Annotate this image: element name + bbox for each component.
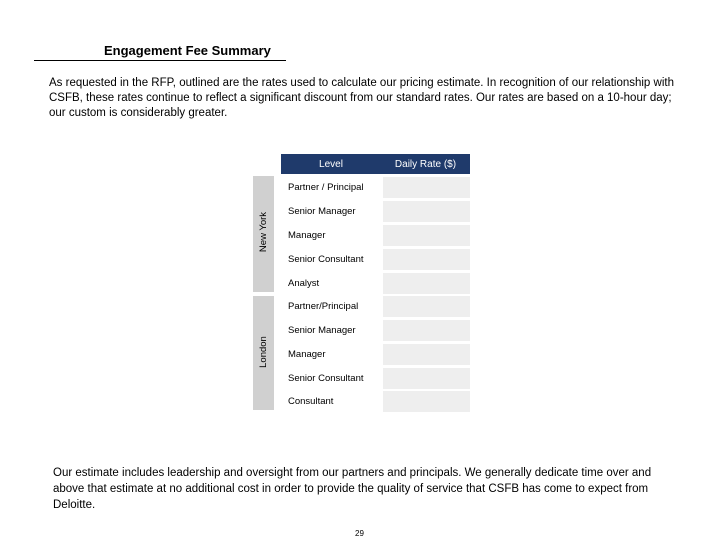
london-region-label: London bbox=[257, 336, 269, 368]
page-title: Engagement Fee Summary bbox=[104, 43, 271, 58]
ny-rate-senior-consultant bbox=[383, 249, 470, 270]
ny-rate-analyst bbox=[383, 273, 470, 294]
level-column-header: Level bbox=[281, 154, 381, 174]
ny-level-senior-manager: Senior Manager bbox=[288, 206, 356, 217]
london-level-manager: Manager bbox=[288, 349, 326, 360]
ny-level-partner-principal: Partner / Principal bbox=[288, 182, 364, 193]
london-level-senior-manager: Senior Manager bbox=[288, 325, 356, 336]
ny-level-manager: Manager bbox=[288, 230, 326, 241]
london-rate-consultant bbox=[383, 391, 470, 412]
daily-rate-column-header: Daily Rate ($) bbox=[381, 154, 470, 174]
london-rate-manager bbox=[383, 344, 470, 365]
london-rate-senior-manager bbox=[383, 320, 470, 341]
london-level-consultant: Consultant bbox=[288, 396, 334, 407]
ny-level-senior-consultant: Senior Consultant bbox=[288, 254, 364, 265]
page-number: 29 bbox=[355, 529, 364, 538]
intro-paragraph: As requested in the RFP, outlined are the rates used to calculate our pricing estimate. In recognition of our relationship with CSFB, these rates continue to reflect a significant discount from our standard rates. Our rates are based on a 10-hour day; our custom is considerably greater. bbox=[49, 77, 674, 119]
london-rate-senior-consultant bbox=[383, 368, 470, 389]
new-york-region-label: New York bbox=[257, 211, 269, 253]
ny-level-analyst: Analyst bbox=[288, 278, 320, 289]
title-underline bbox=[34, 60, 286, 61]
ny-rate-senior-manager bbox=[383, 201, 470, 222]
london-rate-partner-principal bbox=[383, 296, 470, 317]
ny-rate-partner-principal bbox=[383, 177, 470, 198]
london-level-partner-principal: Partner/Principal bbox=[288, 301, 359, 312]
ny-rate-manager bbox=[383, 225, 470, 246]
closing-paragraph: Our estimate includes leadership and oversight from our partners and principals. We generally dedicate time over and above that estimate at no additional cost in order to provide the quality of service that CSFB has come to expect from Deloitte. bbox=[53, 467, 652, 511]
london-level-senior-consultant: Senior Consultant bbox=[288, 373, 364, 384]
